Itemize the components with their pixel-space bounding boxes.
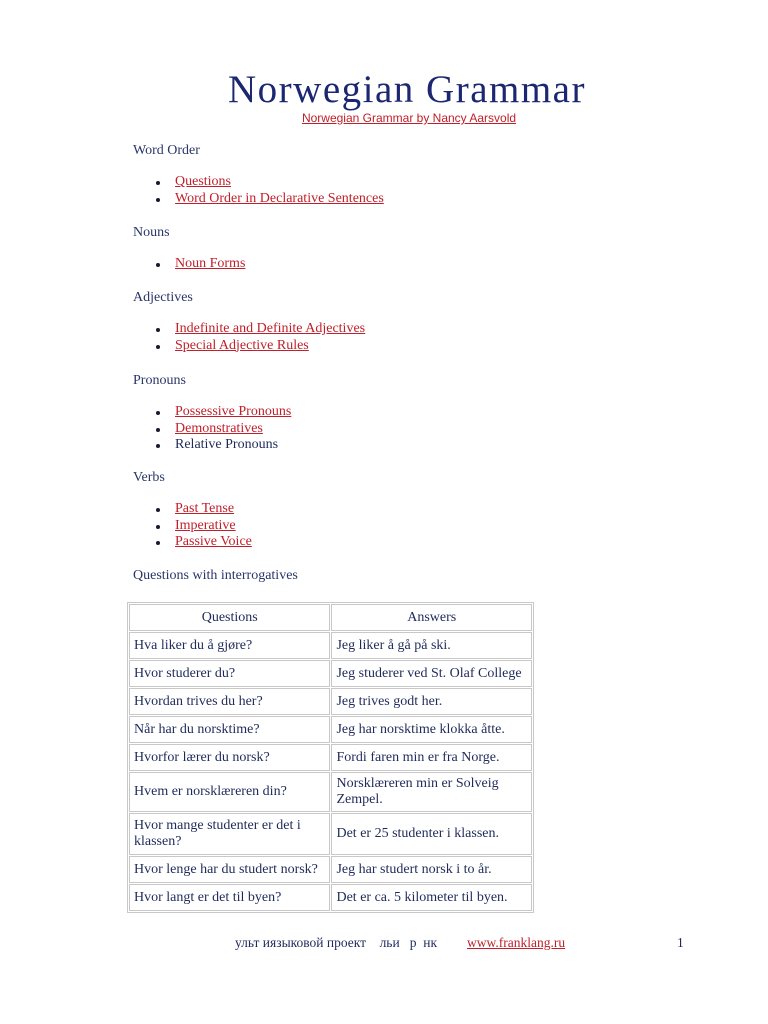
byline-link[interactable]: Norwegian Grammar by Nancy Aarsvold: [301, 111, 517, 125]
page-number: 1: [677, 935, 684, 950]
question-cell: Hvordan trives du her?: [129, 688, 330, 715]
section-heading-nouns: Nouns: [133, 225, 170, 240]
answer-cell: Fordi faren min er fra Norge.: [331, 744, 532, 771]
page-title: Norwegian Grammar: [228, 68, 586, 111]
section-heading-interrogatives: Questions with interrogatives: [133, 568, 298, 583]
link-word-order-declarative[interactable]: Word Order in Declarative Sentences: [175, 190, 384, 206]
table-header-questions: Questions: [129, 604, 330, 631]
questions-answers-table: [127, 602, 534, 913]
question-cell: Hvem er norsklæreren din?: [129, 772, 330, 812]
footer-project-text: ульт иязыковой проект льи р нк: [235, 935, 438, 950]
section-heading-pronouns: Pronouns: [133, 373, 186, 388]
link-noun-forms[interactable]: Noun Forms: [175, 256, 246, 271]
link-possessive-pronouns[interactable]: Possessive Pronouns: [175, 404, 292, 419]
list-item[interactable]: [153, 174, 384, 191]
list-item[interactable]: [153, 518, 252, 535]
question-cell: Når har du norsktime?: [129, 716, 330, 743]
link-passive-voice[interactable]: Passive Voice: [175, 534, 252, 549]
table-header-answers: Answers: [331, 604, 532, 631]
list-item: [153, 437, 291, 454]
table-row: [129, 772, 532, 812]
link-indefinite-definite-adjectives[interactable]: Indefinite and Definite Adjectives: [175, 321, 366, 336]
link-past-tense[interactable]: Past Tense: [175, 501, 235, 516]
link-questions[interactable]: Questions: [175, 174, 231, 189]
list-item[interactable]: [153, 321, 365, 338]
section-heading-adjectives: Adjectives: [133, 290, 193, 305]
section-heading-word-order: Word Order: [133, 143, 200, 158]
question-cell: Hvor langt er det til byen?: [129, 884, 330, 911]
link-demonstratives[interactable]: Demonstratives: [175, 420, 263, 436]
answer-cell: Jeg studerer ved St. Olaf College: [331, 660, 532, 687]
nouns-list: [153, 256, 245, 273]
question-cell: Hvor lenge har du studert norsk?: [129, 856, 330, 883]
adjectives-list: [153, 321, 365, 354]
relative-pronouns-text: Relative Pronouns: [175, 437, 279, 452]
footer-site-link[interactable]: www.franklang.ru: [467, 935, 566, 950]
table-row: [129, 660, 532, 687]
question-cell: Hva liker du å gjøre?: [129, 632, 330, 659]
link-imperative[interactable]: Imperative: [175, 517, 236, 533]
section-heading-verbs: Verbs: [133, 470, 165, 485]
question-cell: Hvor mange studenter er det i klassen?: [129, 813, 330, 855]
list-item[interactable]: [153, 404, 291, 421]
pronouns-list: [153, 404, 291, 454]
answer-cell: Det er ca. 5 kilometer til byen.: [331, 884, 532, 911]
list-item[interactable]: [153, 256, 245, 273]
link-special-adjective-rules[interactable]: Special Adjective Rules: [175, 337, 309, 353]
table-row: [129, 688, 532, 715]
answer-cell: Jeg liker å gå på ski.: [331, 632, 532, 659]
question-cell: Hvorfor lærer du norsk?: [129, 744, 330, 771]
table-row: [129, 716, 532, 743]
list-item[interactable]: [153, 191, 384, 208]
verbs-list: [153, 501, 252, 551]
answer-cell: Norsklæreren min er Solveig Zempel.: [331, 772, 532, 812]
table-row: [129, 632, 532, 659]
table-row: [129, 856, 532, 883]
answer-cell: Det er 25 studenter i klassen.: [331, 813, 532, 855]
table-header-row: [129, 604, 532, 631]
table-row: [129, 744, 532, 771]
list-item[interactable]: [153, 421, 291, 438]
answer-cell: Jeg trives godt her.: [331, 688, 532, 715]
list-item[interactable]: [153, 501, 252, 518]
answer-cell: Jeg har norsktime klokka åtte.: [331, 716, 532, 743]
list-item[interactable]: [153, 534, 252, 551]
list-item[interactable]: [153, 338, 365, 355]
question-cell: Hvor studerer du?: [129, 660, 330, 687]
answer-cell: Jeg har studert norsk i to år.: [331, 856, 532, 883]
word-order-list: [153, 174, 384, 207]
table-row: [129, 813, 532, 855]
table-row: [129, 884, 532, 911]
